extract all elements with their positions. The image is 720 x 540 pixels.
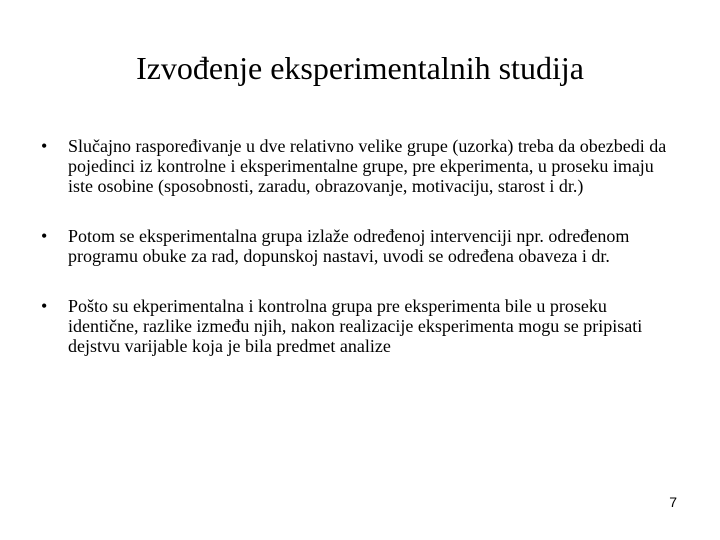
bullet-marker: • <box>41 136 48 156</box>
bullet-text: Slučajno raspoređivanje u dve relativno velike grupe (uzorka) treba da obezbedi da pojedinci iz kontrolne i eksperimentalne grupe, pre ekperimenta, u proseku imaju iste osobine (sposobnosti, zaradu, obrazovanje, motivaciju, starost i dr.) <box>68 136 667 196</box>
page-number: 7 <box>669 494 677 510</box>
bullet-text: Pošto su ekperimentalna i kontrolna grupa pre eksperimenta bile u proseku identične, razlike između njih, nakon realizacije eksperimenta mogu se pripisati dejstvu varijable koja je bila predmet analize <box>68 296 643 356</box>
bullet-marker: • <box>41 296 48 316</box>
bullet-list <box>0 136 720 386</box>
slide-title: Izvođenje eksperimentalnih studija <box>136 50 584 86</box>
bullet-item <box>0 296 720 356</box>
bullet-item <box>0 226 720 266</box>
bullet-marker: • <box>41 226 48 246</box>
bullet-text: Potom se eksperimentalna grupa izlaže određenoj intervenciji npr. određenom programu obuke za rad, dopunskoj nastavi, uvodi se određena obaveza i dr. <box>68 226 630 266</box>
bullet-item <box>0 136 720 196</box>
